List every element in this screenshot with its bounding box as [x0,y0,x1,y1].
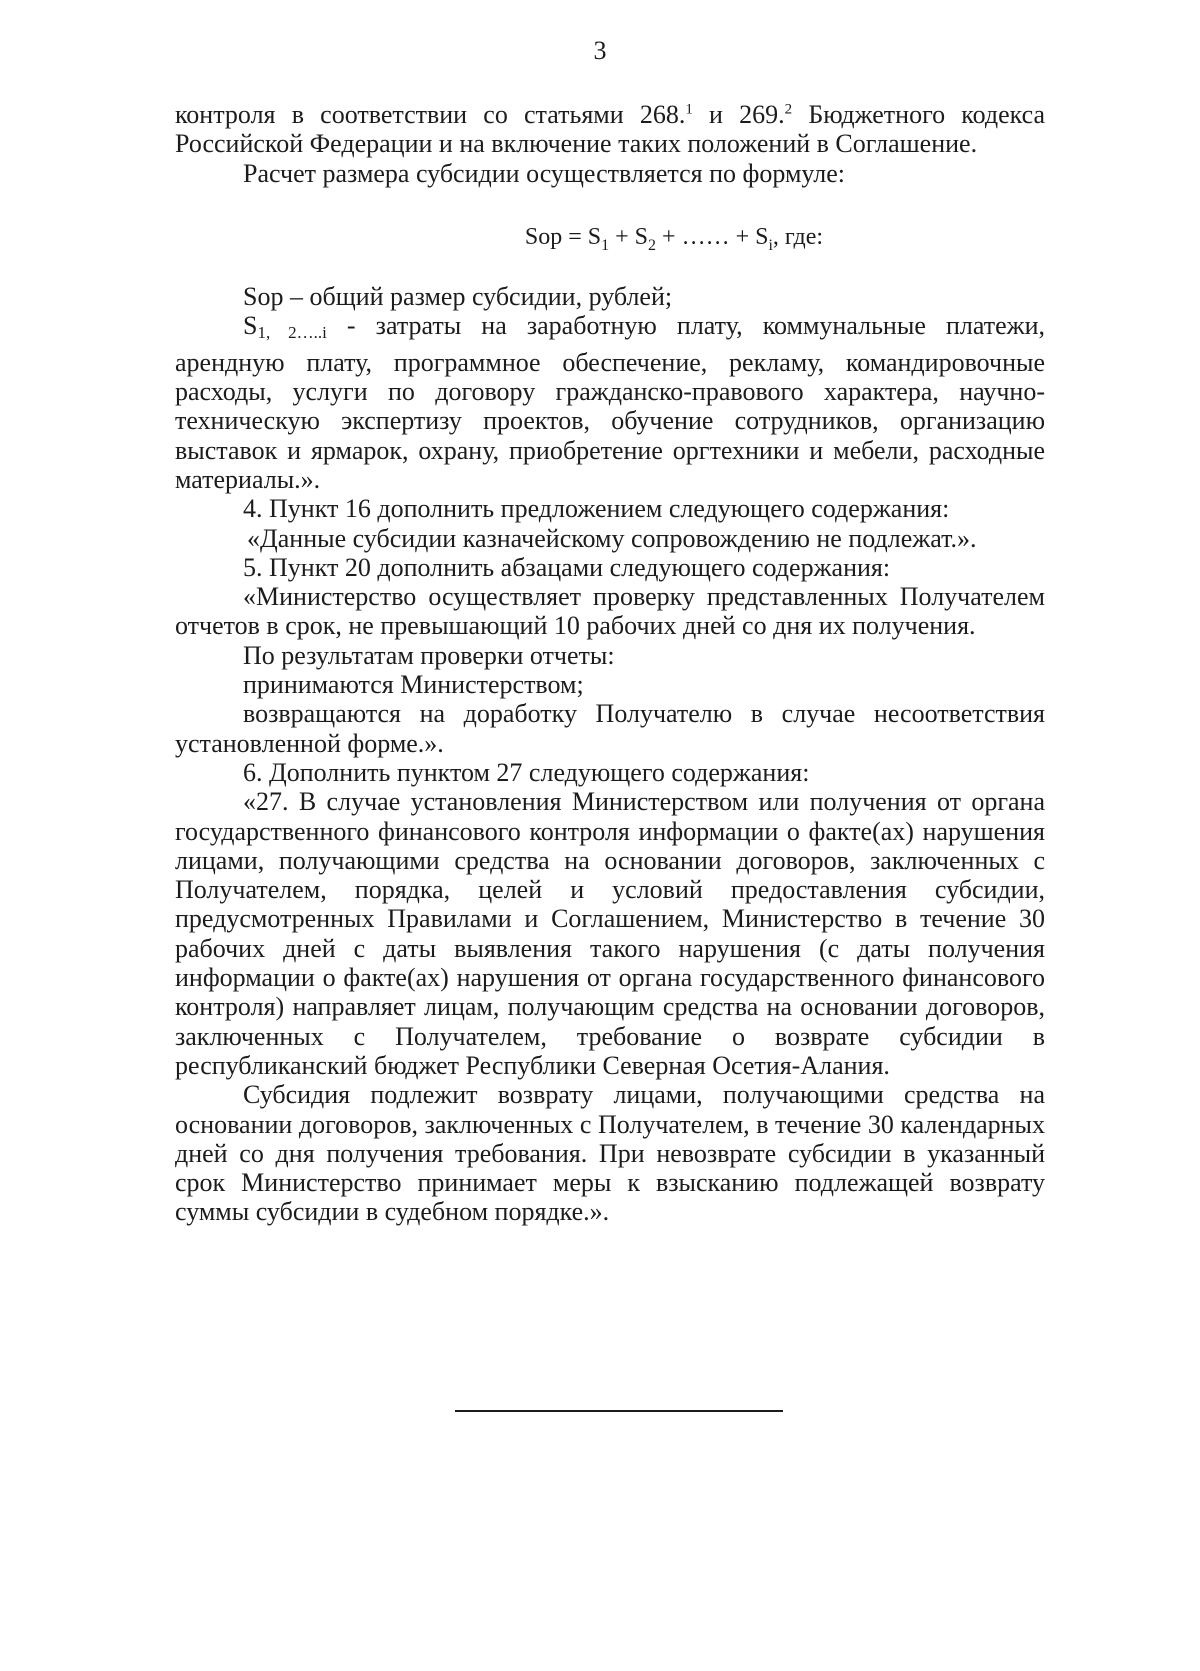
formula-subscript: 1 [601,236,610,254]
formula-term: + …… + S [656,223,769,250]
formula [303,223,1045,252]
text-fragment: контроля в соответствии со статьями 268. [175,100,686,129]
paragraph-item-27: «27. В случае установления Министерством или получения от органа государственного финансового контроля информации о факте(ах) нарушения лицами, получающими средства на основании договоров, заключенных с Получателем, порядка, целей и условий предоставления субсидии, предусмотренных Правилами и Соглашением, Министерство в течение 30 рабочих дней с даты выявления такого нарушения (с даты получения информации о факте(ах) нарушения от органа государственного финансового контроля) направляет лицам, получающим средства на основании договоров, заключенных с Получателем, требование о возврате субсидии в республиканский бюджет Республики Северная Осетия-Алания. [175,787,1045,1080]
formula-tail: , где: [772,223,824,250]
end-divider [455,1410,783,1412]
paragraph-item-5: 5. Пункт 20 дополнить абзацами следующего содержания: [243,552,891,582]
formula-lhs: Sор = S [524,223,602,250]
paragraph-sop-definition: Sор – общий размер субсидии, рублей; [243,282,673,312]
paragraph-budget-code [175,100,1045,159]
text-fragment: - затраты на заработную плату, коммунальные платежи, арендную плату, программное обеспечение, рекламу, командировочные расходы, услуги по договору гражданско-правового характера, научно-техническую экспертизу проектов, обучение сотрудников, организацию выставок и ярмарок, охрану, приобретение оргтехники и мебели, расходные материалы.». [175,311,1045,494]
variable-symbol: S [243,311,258,341]
footnote-mark: 2 [784,101,793,118]
paragraph-item-6: 6. Дополнить пунктом 27 следующего содержания: [243,757,810,787]
document-body [175,100,1045,1227]
paragraph-cost-definition [175,311,1045,494]
paragraph-returned: возвращаются на доработку Получателю в случае несоответствия установленной форме.». [175,699,1045,758]
formula-subscript: 2 [648,236,657,254]
footnote-mark: 1 [685,101,693,118]
variable-subscript: 1, 2…..i [257,323,327,343]
paragraph-check-results: По результатам проверки отчеты: [243,640,615,670]
paragraph-treasury: «Данные субсидии казначейскому сопровождению не подлежат.». [247,523,977,553]
text-fragment: и 269. [692,100,785,129]
paragraph-item-4: 4. Пункт 16 дополнить предложением следующего содержания: [243,494,950,524]
paragraph-accepted: принимаются Министерством; [243,670,584,700]
paragraph-refund: Субсидия подлежит возврату лицами, получающими средства на основании договоров, заключенных с Получателем, в течение 30 календарных дней со дня получения требования. При невозврате субсидии в указанный срок Министерство принимает меры к взысканию подлежащей возврату суммы субсидии в судебном порядке.». [175,1080,1045,1227]
paragraph-formula-intro: Расчет размера субсидии осуществляется по формуле: [243,158,846,188]
page-number: 3 [593,36,607,65]
formula-term: + S [609,223,649,250]
text-fragment: Бюджетного кодекса Российской Федерации и на включение таких положений в Соглашение. [175,100,1045,159]
paragraph-ministry-check: «Министерство осуществляет проверку представленных Получателем отчетов в срок, не превышающий 10 рабочих дней со дня их получения. [175,582,1045,641]
formula-subscript: i [768,236,773,254]
